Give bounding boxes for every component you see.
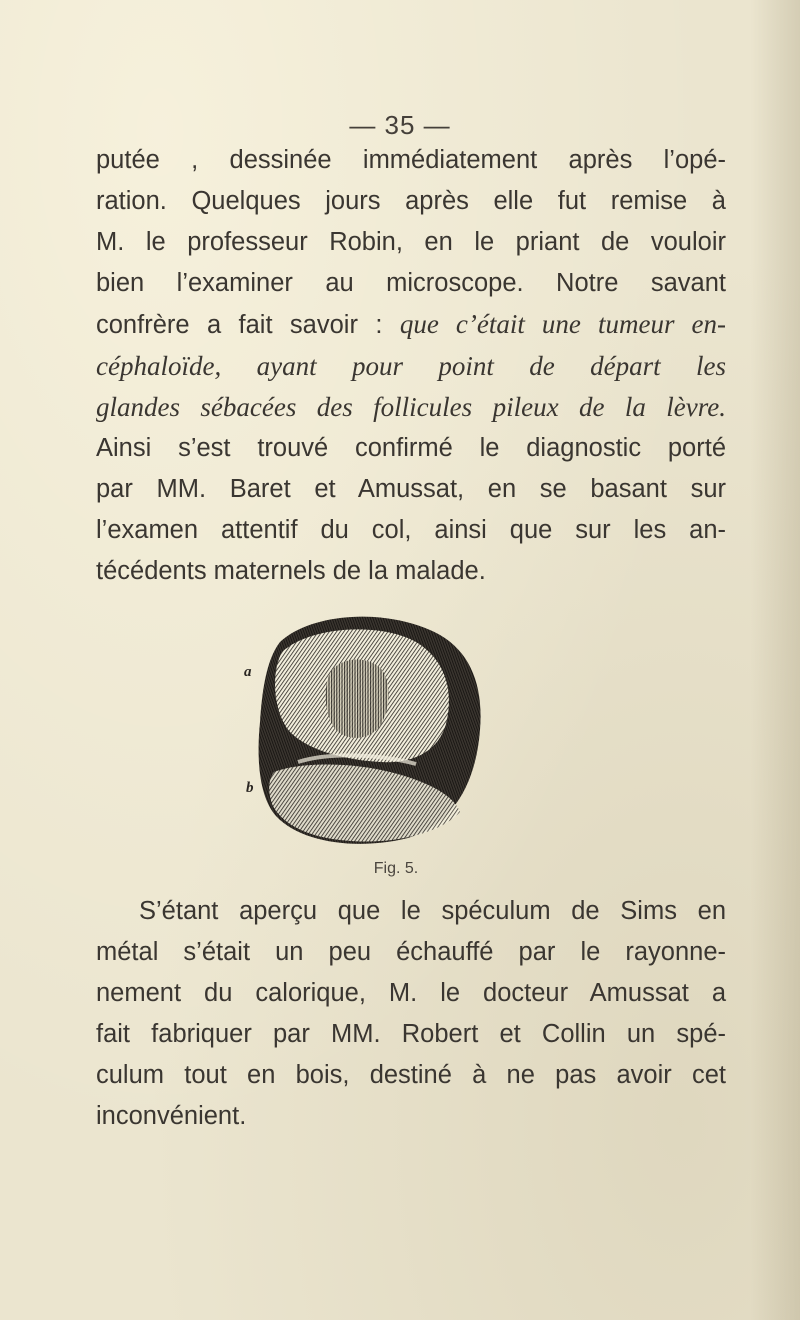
figure-label-a: a <box>244 664 252 680</box>
text-line: fait fabriquer par MM. Robert et Collin un spé- <box>96 1020 726 1048</box>
text-line: culum tout en bois, destiné à ne pas avoir cet <box>96 1061 726 1089</box>
text-line: nement du calorique, M. le docteur Amussat a <box>96 979 726 1007</box>
text-line: inconvénient. <box>96 1102 247 1130</box>
text-line <box>96 304 726 346</box>
text-line: putée , dessinée immédiatement après l’opé- <box>96 146 726 174</box>
figure-caption: Fig. 5. <box>373 860 419 877</box>
text-line: bien l’examiner au microscope. Notre savant <box>96 269 726 297</box>
figure-label-b: b <box>246 780 254 796</box>
text-line: ration. Quelques jours après elle fut remise à <box>96 187 726 215</box>
text-line: M. le professeur Robin, en le priant de vouloir <box>96 228 726 256</box>
italic-quote-line: céphaloïde, ayant pour point de départ les <box>96 351 726 381</box>
text-line: l’examen attentif du col, ainsi que sur les an- <box>96 516 726 544</box>
italic-quote: que c’était une tumeur en- <box>399 309 726 339</box>
paragraph-2 <box>96 891 726 1137</box>
page-edge-shadow <box>750 0 800 1320</box>
text-line: técédents maternels de la malade. <box>96 557 486 585</box>
text-line: Ainsi s’est trouvé confirmé le diagnostic porté <box>96 434 726 462</box>
text-line: S’étant aperçu que le spéculum de Sims en <box>139 897 726 925</box>
page-number: — 35 — <box>349 110 451 140</box>
figure-5-illustration <box>240 612 490 850</box>
tumor-inner-fold <box>326 660 389 738</box>
paragraph-1 <box>96 140 726 592</box>
italic-quote-line: glandes sébacées des follicules pileux de la lèvre. <box>96 392 726 422</box>
text-run: confrère a fait savoir : <box>96 311 400 339</box>
text-line: par MM. Baret et Amussat, en se basant sur <box>96 475 726 503</box>
text-line: métal s’était un peu échauffé par le rayonne- <box>96 938 726 966</box>
